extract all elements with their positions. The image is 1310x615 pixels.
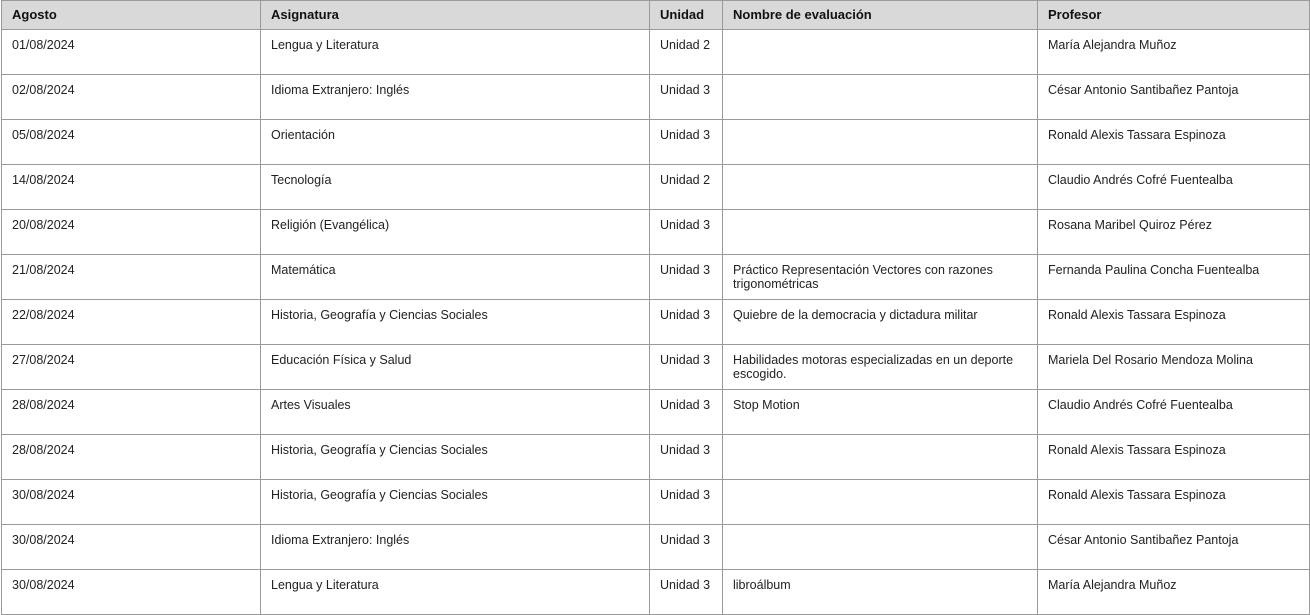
cell-evaluacion: Práctico Representación Vectores con razones trigonométricas [723,255,1038,300]
cell-unidad: Unidad 2 [650,30,723,75]
cell-asignatura: Historia, Geografía y Ciencias Sociales [261,300,650,345]
cell-asignatura: Idioma Extranjero: Inglés [261,75,650,120]
table-header-row [2,1,1310,30]
cell-evaluacion [723,435,1038,480]
cell-asignatura: Educación Física y Salud [261,345,650,390]
table-row [2,30,1310,75]
cell-evaluacion [723,75,1038,120]
cell-evaluacion: Quiebre de la democracia y dictadura militar [723,300,1038,345]
cell-unidad: Unidad 3 [650,255,723,300]
cell-fecha: 27/08/2024 [2,345,261,390]
cell-fecha: 01/08/2024 [2,30,261,75]
cell-profesor: María Alejandra Muñoz [1038,30,1310,75]
cell-fecha: 30/08/2024 [2,570,261,615]
table-row [2,435,1310,480]
cell-evaluacion [723,210,1038,255]
header-agosto: Agosto [2,1,261,30]
cell-profesor: Ronald Alexis Tassara Espinoza [1038,300,1310,345]
cell-unidad: Unidad 3 [650,435,723,480]
cell-profesor: Mariela Del Rosario Mendoza Molina [1038,345,1310,390]
cell-asignatura: Idioma Extranjero: Inglés [261,525,650,570]
cell-evaluacion [723,30,1038,75]
cell-fecha: 21/08/2024 [2,255,261,300]
table-body [2,30,1310,615]
cell-asignatura: Lengua y Literatura [261,570,650,615]
table-row [2,75,1310,120]
header-unidad: Unidad [650,1,723,30]
cell-unidad: Unidad 3 [650,570,723,615]
cell-unidad: Unidad 2 [650,165,723,210]
cell-profesor: César Antonio Santibañez Pantoja [1038,525,1310,570]
cell-evaluacion: Stop Motion [723,390,1038,435]
cell-profesor: Ronald Alexis Tassara Espinoza [1038,435,1310,480]
cell-fecha: 02/08/2024 [2,75,261,120]
cell-unidad: Unidad 3 [650,300,723,345]
cell-evaluacion [723,165,1038,210]
evaluations-table [1,0,1310,615]
cell-evaluacion [723,480,1038,525]
table-row [2,210,1310,255]
cell-profesor: María Alejandra Muñoz [1038,570,1310,615]
cell-fecha: 28/08/2024 [2,435,261,480]
cell-fecha: 14/08/2024 [2,165,261,210]
cell-fecha: 30/08/2024 [2,480,261,525]
table-row [2,480,1310,525]
cell-asignatura: Historia, Geografía y Ciencias Sociales [261,435,650,480]
cell-profesor: Fernanda Paulina Concha Fuentealba [1038,255,1310,300]
table-row [2,570,1310,615]
cell-asignatura: Artes Visuales [261,390,650,435]
cell-profesor: Claudio Andrés Cofré Fuentealba [1038,390,1310,435]
table-row [2,525,1310,570]
cell-unidad: Unidad 3 [650,525,723,570]
cell-unidad: Unidad 3 [650,210,723,255]
cell-evaluacion [723,525,1038,570]
header-profesor: Profesor [1038,1,1310,30]
table-row [2,165,1310,210]
table-row [2,390,1310,435]
cell-asignatura: Tecnología [261,165,650,210]
cell-fecha: 28/08/2024 [2,390,261,435]
cell-evaluacion: Habilidades motoras especializadas en un deporte escogido. [723,345,1038,390]
cell-asignatura: Religión (Evangélica) [261,210,650,255]
cell-fecha: 05/08/2024 [2,120,261,165]
table-row [2,345,1310,390]
table-row [2,120,1310,165]
cell-asignatura: Historia, Geografía y Ciencias Sociales [261,480,650,525]
header-nombre-evaluacion: Nombre de evaluación [723,1,1038,30]
cell-profesor: Claudio Andrés Cofré Fuentealba [1038,165,1310,210]
cell-fecha: 22/08/2024 [2,300,261,345]
cell-profesor: Ronald Alexis Tassara Espinoza [1038,120,1310,165]
cell-asignatura: Orientación [261,120,650,165]
cell-profesor: Ronald Alexis Tassara Espinoza [1038,480,1310,525]
cell-profesor: Rosana Maribel Quiroz Pérez [1038,210,1310,255]
cell-fecha: 30/08/2024 [2,525,261,570]
cell-fecha: 20/08/2024 [2,210,261,255]
cell-unidad: Unidad 3 [650,480,723,525]
cell-asignatura: Lengua y Literatura [261,30,650,75]
cell-evaluacion: libroálbum [723,570,1038,615]
table-row [2,300,1310,345]
cell-unidad: Unidad 3 [650,75,723,120]
cell-unidad: Unidad 3 [650,345,723,390]
cell-asignatura: Matemática [261,255,650,300]
cell-unidad: Unidad 3 [650,390,723,435]
cell-unidad: Unidad 3 [650,120,723,165]
header-asignatura: Asignatura [261,1,650,30]
cell-evaluacion [723,120,1038,165]
cell-profesor: César Antonio Santibañez Pantoja [1038,75,1310,120]
table-row [2,255,1310,300]
